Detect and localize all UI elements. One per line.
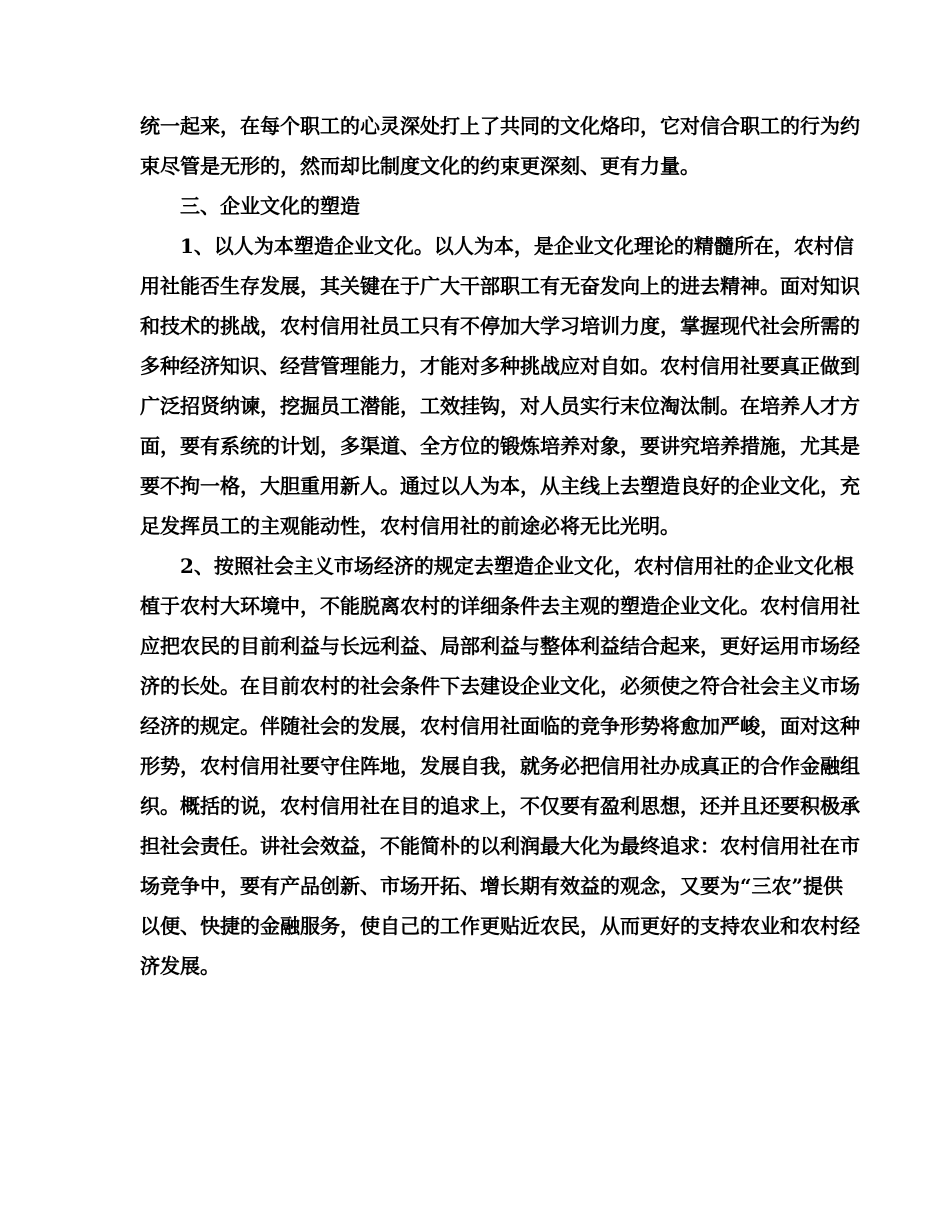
text-line: 广泛招贤纳谏，挖掘员工潜能，工效挂钩，对人员实行末位淘汰制。在培养人才方 <box>140 394 860 418</box>
document-body <box>140 106 860 986</box>
text-line: 济的长处。在目前农村的社会条件下去建设企业文化，必须使之符合社会主义市场 <box>140 674 860 698</box>
text-line: 1、以人为本塑造企业文化。以人为本，是企业文化理论的精髓所在，农村信 <box>180 234 854 258</box>
section-heading: 三、企业文化的塑造 <box>180 194 360 218</box>
text-line: 要不拘一格，大胆重用新人。通过以人为本，从主线上去塑造良好的企业文化，充 <box>140 474 860 498</box>
text-line: 织。概括的说，农村信用社在目的追求上，不仅要有盈利思想，还并且还要积极承 <box>140 794 860 818</box>
text-line: 经济的规定。伴随社会的发展，农村信用社面临的竞争形势将愈加严峻，面对这种 <box>140 714 860 738</box>
paragraph-continued <box>140 106 860 186</box>
text-line: 束尽管是无形的，然而却比制度文化的约束更深刻、更有力量。 <box>140 154 700 178</box>
text-line: 济发展。 <box>140 954 220 978</box>
text-line: 统一起来，在每个职工的心灵深处打上了共同的文化烙印，它对信合职工的行为约 <box>140 114 860 138</box>
text-line: 场竞争中，要有产品创新、市场开拓、增长期有效益的观念，又要为“三农”提供 <box>140 874 844 898</box>
text-line: 面，要有系统的计划，多渠道、全方位的锻炼培养对象，要讲究培养措施，尤其是 <box>140 434 860 458</box>
text-line: 担社会责任。讲社会效益，不能简朴的以利润最大化为最终追求：农村信用社在市 <box>140 834 860 858</box>
text-line: 2、按照社会主义市场经济的规定去塑造企业文化，农村信用社的企业文化根 <box>180 554 854 578</box>
paragraph-2 <box>140 546 860 986</box>
text-line: 用社能否生存发展，其关键在于广大干部职工有无奋发向上的进去精神。面对知识 <box>140 274 860 298</box>
text-line: 以便、快捷的金融服务，使自己的工作更贴近农民，从而更好的支持农业和农村经 <box>140 914 860 938</box>
text-line: 植于农村大环境中，不能脱离农村的详细条件去主观的塑造企业文化。农村信用社 <box>140 594 860 618</box>
text-line: 足发挥员工的主观能动性，农村信用社的前途必将无比光明。 <box>140 514 680 538</box>
paragraph-1 <box>140 226 860 546</box>
text-line: 应把农民的目前利益与长远利益、局部利益与整体利益结合起来，更好运用市场经 <box>140 634 860 658</box>
text-line: 形势，农村信用社要守住阵地，发展自我，就务必把信用社办成真正的合作金融组 <box>140 754 860 778</box>
text-line: 和技术的挑战，农村信用社员工只有不停加大学习培训力度，掌握现代社会所需的 <box>140 314 860 338</box>
text-line: 多种经济知识、经营管理能力，才能对多种挑战应对自如。农村信用社要真正做到 <box>140 354 860 378</box>
